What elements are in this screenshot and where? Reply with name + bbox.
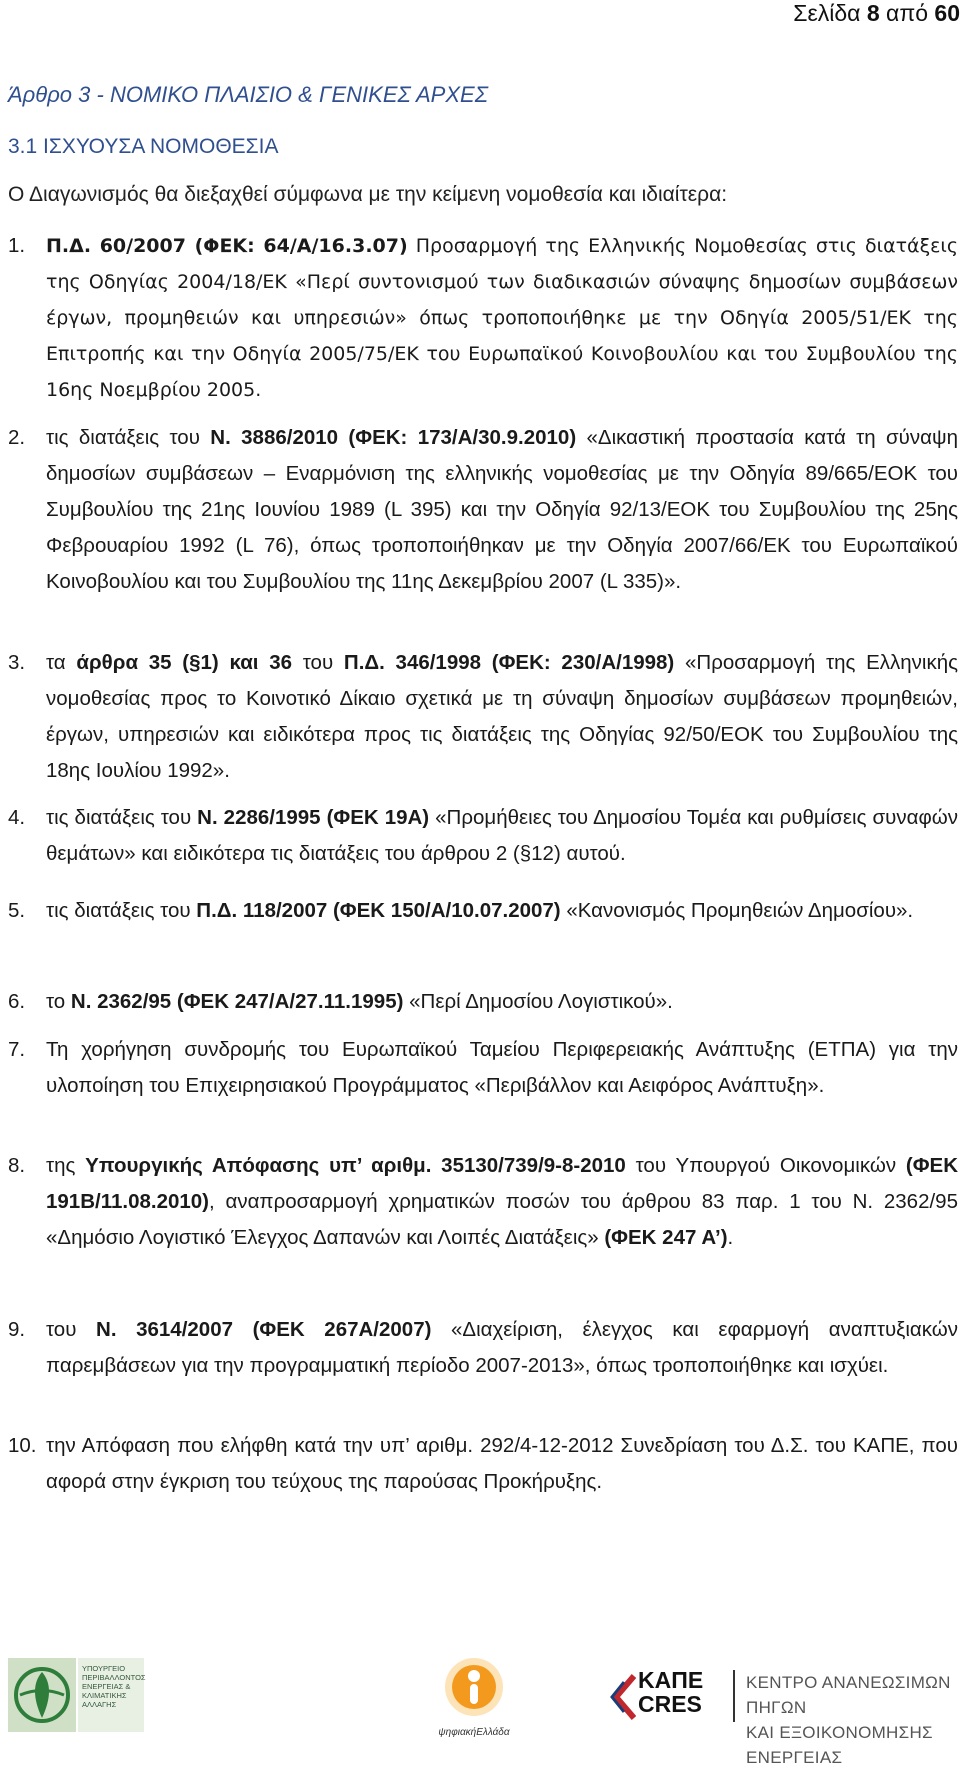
item-text: Τη χορήγηση συνδρομής του Ευρωπαϊκού Ταμείου Περιφερειακής Ανάπτυξης (ΕΤΠΑ) για την υλοποίηση του Επιχειρησιακού Προγράμματος «Περιβάλλον και Αειφόρος Ανάπτυξη». — [46, 1038, 958, 1097]
item-number: 1. — [8, 234, 26, 257]
kape-line-2: CRES — [638, 1691, 702, 1717]
item-bold-2: (ΦΕΚ 191Β/11.08.2010) — [46, 1154, 959, 1213]
item-pre: τις διατάξεις του — [46, 426, 211, 449]
item-number: 8. — [8, 1154, 26, 1177]
item-number: 2. — [8, 426, 26, 449]
kape-acronym — [638, 1668, 703, 1716]
ypeka-text: ΥΠΟΥΡΓΕΙΟ ΠΕΡΙΒΑΛΛΟΝΤΟΣ ΕΝΕΡΓΕΙΑΣ & ΚΛΙΜΑΤΙΚΗΣ ΑΛΛΑΓΗΣ — [78, 1658, 144, 1732]
item-bold-2: Π.Δ. 346/1998 (ΦΕΚ: 230/Α/1998) — [343, 651, 675, 674]
digital-greece-icon — [433, 1654, 515, 1724]
item-body: «Δικαστική προστασία κατά τη σύναψη δημοσίων συμβάσεων – Εναρμόνιση της ελληνικής νομοθεσίας με την Οδηγία 89/665/ΕΟΚ του Συμβουλίου της 21ης Ιουνίου 1989 (L 395) και την Οδηγία 92/13/ΕΟΚ του Συμβουλίου της 25ης Φεβρουαρίου 1992 (L 76), όπως τροποποιήθηκαν με την Οδηγία 2007/66/ΕΚ του Ευρωπαϊκού Κοινοβουλίου και του Συμβουλίου της 11ης Δεκεμβρίου 2007 (L 335)». — [46, 426, 959, 593]
ypeka-logo — [8, 1658, 144, 1732]
item-body: «Περί Δημοσίου Λογιστικού». — [403, 990, 673, 1013]
item-pre: τις διατάξεις του — [46, 899, 197, 922]
item-pre: της — [46, 1154, 86, 1177]
page-current: 8 — [866, 0, 880, 26]
item-mid: του — [292, 651, 344, 674]
item-text: την Απόφαση που ελήφθη κατά την υπ’ αριθμ. 292/4-12-2012 Συνεδρίαση του Δ.Σ. του ΚΑΠΕ, που αφορά στην έγκριση του τεύχους της παρούσας Προκήρυξης. — [46, 1434, 958, 1493]
list-item — [8, 800, 958, 872]
item-body: «Προσαρμογή της Ελληνικής νομοθεσίας προς το Κοινοτικό Δίκαιο σχετικά με τη σύναψη δημοσίων συμβάσεων προμηθειών, έργων, υπηρεσιών και ειδικότερα προς τις διατάξεις της Οδηγίας 92/50/ΕΟΚ του Συμβουλίου της 18ης Ιουλίου 1992». — [46, 651, 959, 782]
item-pre: του — [46, 1318, 97, 1341]
kape-divider — [733, 1670, 735, 1722]
item-text — [46, 420, 958, 600]
item-number: 10. — [8, 1434, 37, 1457]
item-bold: άρθρα 35 (§1) και 36 — [76, 651, 293, 674]
list-item — [8, 984, 958, 1020]
item-text — [46, 800, 958, 872]
kape-line-1: ΚΑΠΕ — [638, 1667, 704, 1693]
item-bold: Π.Δ. 118/2007 (ΦΕΚ 150/Α/10.07.2007) — [196, 899, 561, 922]
item-body: «Διαχείριση, έλεγχος και εφαρμογή αναπτυξιακών παρεμβάσεων για την προγραμματική περίοδο 2007-2013», όπως τροποποιήθηκε και ισχύει. — [46, 1318, 958, 1377]
list-item — [8, 1428, 958, 1500]
item-body: «Κανονισμός Προμηθειών Δημοσίου». — [560, 899, 914, 922]
list-item — [8, 1148, 958, 1256]
page-total: 60 — [934, 0, 960, 26]
item-bold-3: (ΦΕΚ 247 Α’) — [604, 1226, 728, 1249]
item-number: 6. — [8, 990, 26, 1013]
item-text — [46, 984, 958, 1020]
item-number: 3. — [8, 651, 26, 674]
digital-greece-logo — [433, 1654, 515, 1738]
item-number: 4. — [8, 806, 26, 829]
footer-logos — [0, 1650, 960, 1767]
intro-paragraph: Ο Διαγωνισμός θα διεξαχθεί σύμφωνα με την κείμενη νομοθεσία και ιδιαίτερα: — [8, 183, 728, 206]
kape-name-line-2: ΚΑΙ ΕΞΟΙΚΟΝΟΜΗΣΗΣ ΕΝΕΡΓΕΙΑΣ — [746, 1723, 933, 1767]
item-bold: Π.Δ. 60/2007 (ΦΕΚ: 64/Α/16.3.07) — [46, 235, 408, 257]
item-pre: το — [46, 990, 71, 1013]
section-title: 3.1 ΙΣΧΥΟΥΣΑ ΝΟΜΟΘΕΣΙΑ — [8, 135, 279, 158]
list-item — [8, 228, 958, 408]
item-bold: Υπουργικής Απόφασης υπ’ αριθμ. 35130/739/9-8-2010 — [85, 1154, 626, 1177]
kape-logo — [608, 1667, 960, 1767]
kape-name-line-1: ΚΕΝΤΡΟ ΑΝΑΝΕΩΣΙΜΩΝ ΠΗΓΩΝ — [746, 1673, 951, 1717]
page-sep: από — [886, 0, 929, 26]
list-item — [8, 645, 958, 789]
item-number: 9. — [8, 1318, 26, 1341]
ypeka-emblem-icon — [8, 1658, 76, 1732]
list-item — [8, 420, 958, 600]
kape-emblem-icon — [608, 1672, 636, 1722]
item-bold: Ν. 3886/2010 (ΦΕΚ: 173/Α/30.9.2010) — [210, 426, 577, 449]
item-text — [46, 893, 958, 929]
item-number: 7. — [8, 1038, 26, 1061]
kape-full-name — [746, 1670, 960, 1770]
digital-greece-caption: ψηφιακήΕλλάδα — [438, 1727, 510, 1738]
item-mid: του Υπουργού Οικονομικών — [625, 1154, 906, 1177]
item-pre: τα — [46, 651, 77, 674]
item-number: 5. — [8, 899, 26, 922]
item-pre: τις διατάξεις του — [46, 806, 198, 829]
article-title: Άρθρο 3 - ΝΟΜΙΚΟ ΠΛΑΙΣΙΟ & ΓΕΝΙΚΕΣ ΑΡΧΕΣ — [8, 82, 488, 107]
item-text — [46, 645, 958, 789]
item-text — [46, 1148, 958, 1256]
page-number — [793, 0, 960, 27]
item-body: Προσαρμογή της Ελληνικής Νομοθεσίας στις διατάξεις της Οδηγίας 2004/18/ΕΚ «Περί συντονισμού των διαδικασιών σύναψης δημοσίων συμβάσεων έργων, προμηθειών και υπηρεσιών» όπως τροποποιήθηκε με την Οδηγία 2005/51/ΕΚ της Επιτροπής και την Οδηγία 2005/75/ΕΚ του Ευρωπαϊκού Κοινοβουλίου και του Συμβουλίου της 16ης Νοεμβρίου 2005. — [46, 235, 959, 401]
item-text — [46, 228, 958, 408]
item-body: , αναπροσαρμογή χρηματικών ποσών του άρθρου 83 παρ. 1 του Ν. 2362/95 «Δημόσιο Λογιστικό Έλεγχος Δαπανών και Λοιπές Διατάξεις» — [46, 1190, 958, 1249]
item-bold: Ν. 2362/95 (ΦΕΚ 247/Α/27.11.1995) — [70, 990, 404, 1013]
item-text — [46, 1312, 958, 1384]
item-end: . — [727, 1226, 734, 1249]
page-label: Σελίδα — [793, 0, 861, 26]
list-item — [8, 893, 958, 929]
list-item — [8, 1032, 958, 1104]
item-body: «Προμήθειες του Δημοσίου Τομέα και ρυθμίσεις συναφών θεμάτων» και ειδικότερα τις διατάξεις του άρθρου 2 (§12) αυτού. — [46, 806, 958, 865]
item-bold: Ν. 2286/1995 (ΦΕΚ 19Α) — [197, 806, 430, 829]
item-bold: Ν. 3614/2007 (ΦΕΚ 267Α/2007) — [96, 1318, 432, 1341]
list-item — [8, 1312, 958, 1384]
